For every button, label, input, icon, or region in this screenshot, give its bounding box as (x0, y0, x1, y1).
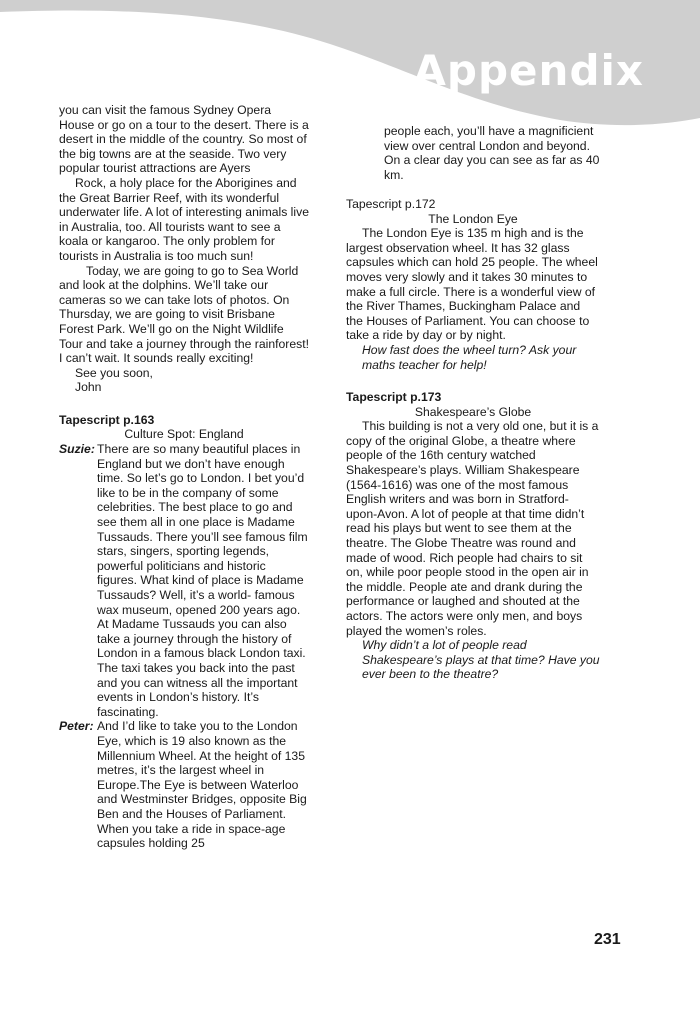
left-column (59, 103, 309, 851)
tapescript-173-subtitle: Shakespeare’s Globe (414, 404, 532, 419)
tapescript-172-subtitle: The London Eye (428, 211, 518, 226)
tapescript-173-heading: Tapescript p.173 (346, 390, 442, 405)
letter-signature: John (75, 380, 102, 395)
tapescript-172-heading: Tapescript p.172 (346, 196, 436, 211)
tapescript-173-question: Why didn’t a lot of people read Shakespeare’s plays at that time? Have you ever been to the theatre? (362, 638, 600, 682)
tapescript-172-body: The London Eye is 135 m high and is the largest observation wheel. It has 32 glass capsules which can hold 25 people. The wheel moves very slowly and it takes 30 minutes to make a full circle. There is a wonderful view of the River Thames, Buckingham Palace and the Houses of Parliament. You can choose to take a ride by day or by night. (346, 226, 598, 343)
letter-closing: See you soon, (75, 365, 153, 380)
dialogue-line-peter (59, 719, 309, 850)
right-column (346, 124, 600, 682)
tapescript-172-question: How fast does the wheel turn? Ask your maths teacher for help! (362, 342, 577, 372)
speech-suzie: There are so many beautiful places in England but we don’t have enough time. So let’s go to London. I bet you’d like to be in the company of some celebrities. The best place to go and see them all in one place is Madame Tussauds. There you’ll see famous film stars, singers, sporting legends, powerful politicians and historic figures. What kind of place is Madame Tussauds? Well, it’s a world- famous wax museum, opened 200 years ago. At Madame Tussauds you can also take a journey through the history of London in a famous black London taxi. The taxi takes you back into the past and you can witness all the important events in London’s history. It’s fascinating. (97, 442, 308, 719)
page-title: Appendix (413, 46, 644, 95)
speech-peter: And I’d like to take you to the London Eye, which is 19 also known as the Millennium Wheel. At the height of 135 metres, it’s the largest wheel in Europe.The Eye is between Waterloo and Westminster Bridges, opposite Big Ben and the Houses of Parliament. When you take a ride in space-age capsules holding 25 (97, 719, 307, 851)
dialogue-line-suzie (59, 442, 309, 719)
tapescript-173-body: This building is not a very old one, but it is a copy of the original Globe, a theatre where people of the 16th century watched Shakespeare’s plays. William Shakespeare (1564-1616) was one of the most famous English writers and was born in Stratford-upon-Avon. A lot of people at that time didn’t read his plays but went to see them at the theatre. The Globe Theatre was round and made of wood. Rich people had chairs to sit on, while poor people stood in the open air in the middle. People ate and drank during the performance or laughed and shouted at the actors. The actors were only men, and boys played the women’s roles. (346, 419, 599, 638)
letter-paragraph-1: you can visit the famous Sydney Opera House or go on a tour to the desert. There is a desert in the middle of the country. So most of the big towns are at the seaside. Two very popular tourist attractions are Ayers (59, 103, 309, 176)
letter-paragraph-2: Rock, a holy place for the Aborigines and the Great Barrier Reef, with its wonderful underwater life. A lot of interesting animals live in Australia, too. All tourists want to see a koala or kangaroo. The only problem for tourists in Australia is too much sun! (59, 175, 309, 263)
tapescript-163-heading: Tapescript p.163 (59, 412, 155, 427)
speaker-peter: Peter: (59, 719, 94, 734)
tapescript-163-subtitle: Culture Spot: England (124, 427, 244, 442)
letter-paragraph-3: Today, we are going to go to Sea World and look at the dolphins. We’ll take our cameras so we can take lots of photos. On Thursday, we are going to visit Brisbane Forest Park. We’ll go on the Night Wildlife Tour and take a journey through the rainforest! I can’t wait. It sounds really exciting! (59, 263, 309, 366)
speech-peter-continued: people each, you’ll have a magnificient view over central London and beyond. On a clear day you can see as far as 40 km. (384, 124, 600, 182)
speaker-suzie: Suzie: (59, 442, 95, 457)
page-number: 231 (594, 931, 621, 948)
